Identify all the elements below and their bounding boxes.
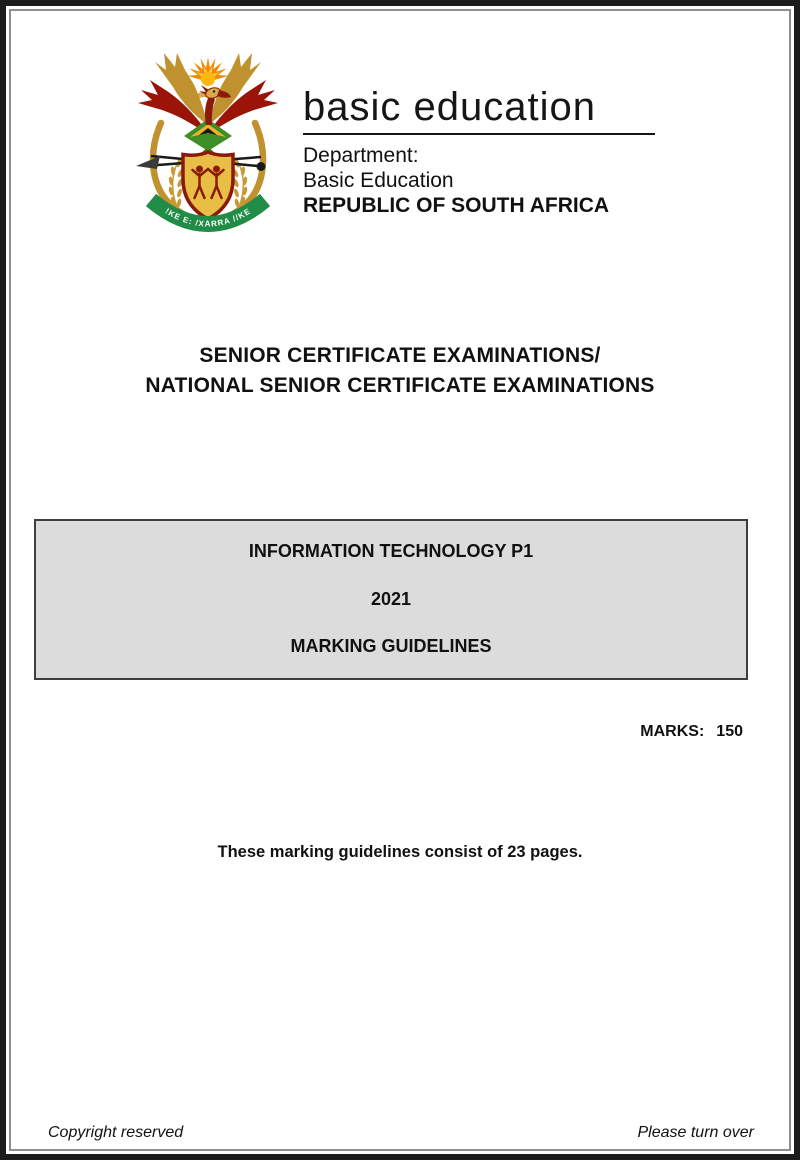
department-header — [303, 84, 683, 219]
department-label: Department: — [303, 144, 419, 167]
copyright-notice: Copyright reserved — [48, 1124, 184, 1141]
marks-total — [640, 723, 743, 741]
turn-over-note: Please turn over — [637, 1124, 754, 1141]
exam-title-line2: NATIONAL SENIOR CERTIFICATE EXAMINATIONS — [145, 374, 655, 397]
page-count-note: These marking guidelines consist of 23 pages. — [217, 843, 583, 861]
marks-label: MARKS: — [640, 723, 705, 740]
shield — [183, 152, 233, 219]
brand-title: basic education — [303, 85, 596, 129]
department-name: Basic Education — [303, 169, 454, 192]
exam-year: 2021 — [370, 588, 412, 609]
brand-underline — [303, 133, 655, 135]
subject-box — [34, 519, 748, 680]
coat-of-arms-logo — [133, 48, 283, 240]
country-name: REPUBLIC OF SOUTH AFRICA — [303, 194, 610, 217]
exam-title-line1: SENIOR CERTIFICATE EXAMINATIONS/ — [199, 344, 601, 367]
sun-icon — [187, 57, 230, 86]
exam-title — [0, 341, 800, 401]
marks-value: 150 — [716, 723, 743, 740]
document-type: MARKING GUIDELINES — [290, 636, 492, 656]
subject-name: INFORMATION TECHNOLOGY P1 — [248, 541, 534, 561]
coat-of-arms-svg — [133, 48, 283, 240]
emblem-motto: !KE E: /XARRA //KE — [163, 206, 253, 229]
